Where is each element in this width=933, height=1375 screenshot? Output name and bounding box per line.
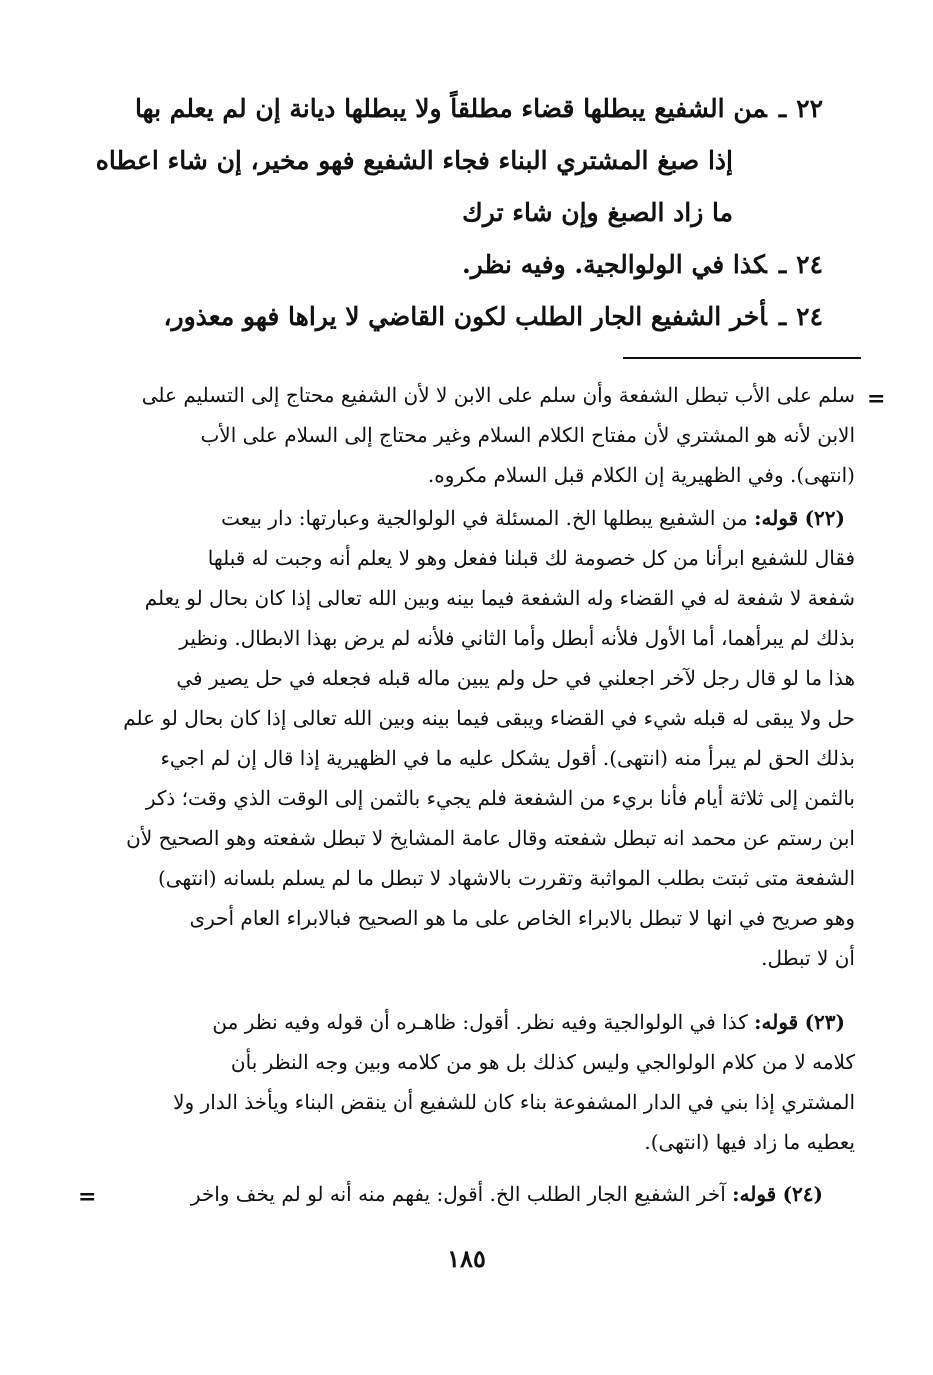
footnote-line: المشتري إذا بني في الدار المشفوعة بناء كان للشفيع أن ينقض البناء ويأخذ الدار ولا [173, 1090, 855, 1114]
footnote-line: حل ولا يبقى له قبله شيء في القضاء ويبقى فيما بينه وبين الله تعالى إذا كان بحال لو علم [123, 706, 855, 730]
footnote-line: أن لا تبطل. [761, 946, 855, 970]
main-text: أخر الشفيع الجار الطلب لكون القاضي لا يراها فهو معذور، [163, 302, 767, 331]
footnote-label: قوله: [732, 1182, 777, 1206]
footnote-line: بالثمن إلى ثلاثة أيام فأنا بريء من الشفعة فلم يجيء بالثمن إلى الوقت الذي وقت؛ ذكر [145, 786, 855, 810]
item-dash: ـ [778, 94, 787, 123]
footnote-24-line-1: (٢٤) قوله: آخر الشفيع الجار الطلب الخ. أقول: يفهم منه أنه لو لم يخف واخر [190, 1182, 823, 1206]
footnote-line: هذا ما لو قال رجل لآخر اجعلني في حل ولم يبين ماله قبله فجعله في حل يصير في [176, 666, 855, 690]
main-line-5 [163, 304, 823, 329]
footnote-number: (٢٢) [804, 506, 845, 530]
continuation-mark: = [78, 1184, 97, 1210]
footnote-line: شفعة لا شفعة له في القضاء وله الشفعة فيما بينه وبين الله تعالى إذا كان بحال لو يعلم [144, 586, 855, 610]
footnote-line: بذلك لم يبرأهما، أما الأول فلأنه أبطل وأما الثاني فلأنه لم يرض بهذا الابطال. ونظير [179, 626, 855, 650]
item-dash: ـ [778, 250, 787, 279]
footnote-separator [623, 357, 861, 359]
footnote-line: كلامه لا من كلام الولوالجي وليس كذلك بل هو من كلامه وبين وجه النظر بأن [230, 1050, 855, 1074]
main-text: من الشفيع يبطلها قضاء مطلقاً ولا يبطلها ديانة إن لم يعلم بها [134, 94, 767, 123]
footnote-line: الشفعة متى ثبتت بطلب المواثبة وتقررت بالاشهاد لا تبطل ما لم يسلم بلسانه (انتهى) [157, 866, 855, 890]
footnote-22-line-1: (٢٢) قوله: من الشفيع يبطلها الخ. المسئلة في الولوالجية وعبارتها: دار بيعت [221, 506, 845, 530]
footnote-label: قوله: [754, 506, 799, 530]
main-line-3 [462, 200, 733, 225]
main-line-1 [135, 96, 823, 121]
main-line-2 [96, 148, 733, 173]
footnote-line: فقال للشفيع ابرأنا من كل خصومة لك قبلنا ففعل وهو لا يعلم أنه وجبت له قبلها [207, 546, 855, 570]
footnote-line: الابن لأنه هو المشتري لأن مفتاح الكلام السلام وغير محتاج إلى السلام على الأب [200, 423, 855, 447]
page-number: ١٨٥ [447, 1244, 486, 1273]
main-text: إذا صبغ المشتري البناء فجاء الشفيع فهو مخير، إن شاء اعطاه [95, 146, 733, 175]
footnote-23-line-1: (٢٣) قوله: كذا في الولوالجية وفيه نظر. أقول: ظاهـره أن قوله وفيه نظر من [212, 1010, 845, 1034]
item-dash: ـ [778, 302, 787, 331]
footnote-line: (انتهى). وفي الظهيرية إن الكلام قبل السلام مكروه. [427, 463, 855, 487]
footnote-line: ابن رستم عن محمد انه تبطل شفعته وقال عامة المشايخ لا تبطل شفعته وهو الصحيح لأن [126, 826, 855, 850]
footnote-line: يعطيه ما زاد فيها (انتهى). [644, 1130, 855, 1154]
item-number: ٢٢ [796, 94, 823, 123]
item-number: ٢٤ [796, 302, 823, 331]
footnote-line: سلم على الأب تبطل الشفعة وأن سلم على الابن لا لأن الشفيع محتاج إلى التسليم على [141, 383, 855, 407]
footnote-line: بذلك الحق لم يبرأ منه (انتهى). أقول يشكل عليه ما في الظهيرية إذا قال إن لم اجيء [160, 746, 855, 770]
item-number: ٢٤ [796, 250, 823, 279]
footnote-line: وهو صريح في انها لا تبطل بالابراء الخاص على ما هو الصحيح فبالابراء العام أحرى [189, 906, 855, 930]
footnote-number: (٢٤) [782, 1182, 823, 1206]
continuation-mark: = [867, 386, 886, 412]
footnote-number: (٢٣) [804, 1010, 845, 1034]
main-line-4 [462, 252, 823, 277]
footnote-label: قوله: [754, 1010, 799, 1034]
main-text: كذا في الولوالجية. وفيه نظر. [462, 250, 767, 279]
main-text: ما زاد الصبغ وإن شاء ترك [462, 198, 733, 227]
